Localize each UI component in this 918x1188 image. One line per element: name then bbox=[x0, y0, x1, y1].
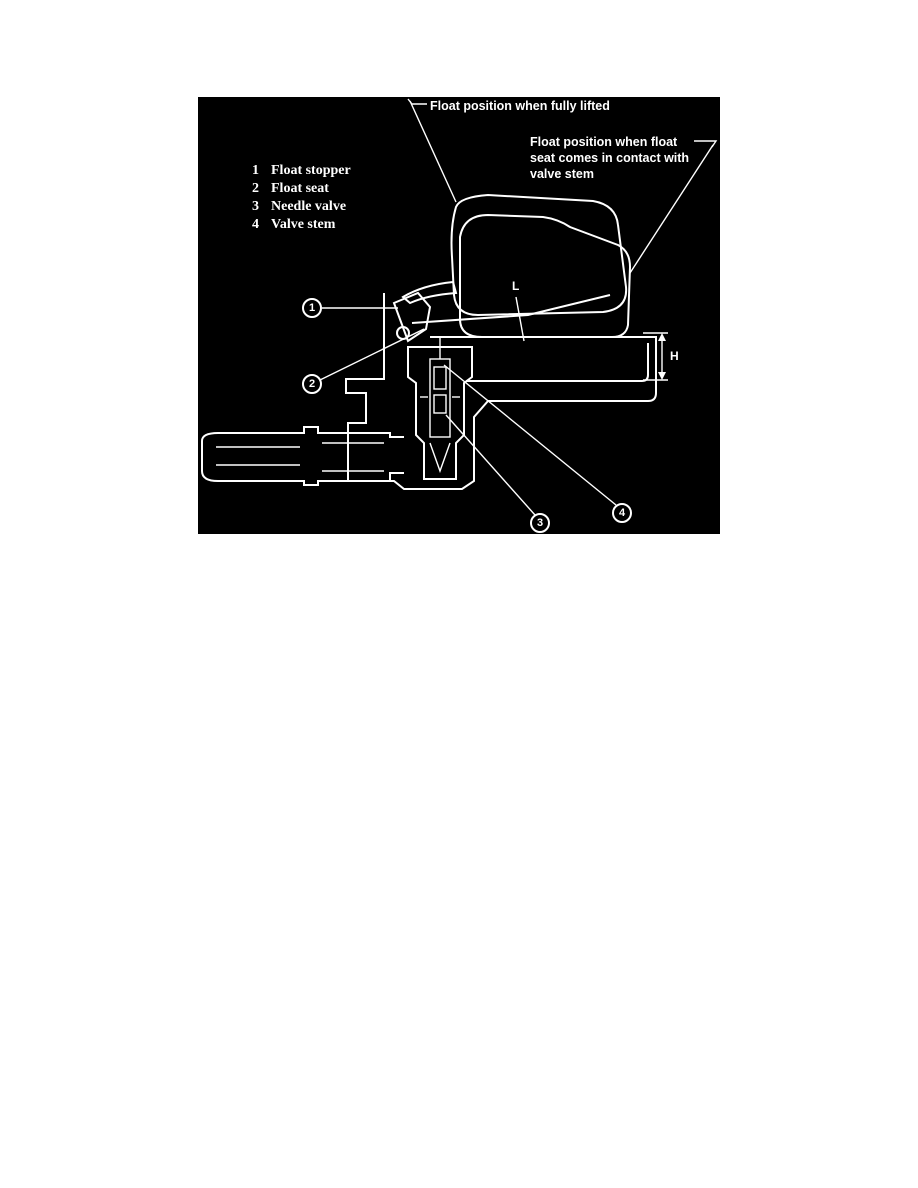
float-diagram bbox=[198, 97, 720, 534]
inlet-pipe bbox=[202, 427, 404, 485]
dimension-l-label: L bbox=[512, 279, 520, 293]
legend-number-1: 1 bbox=[252, 163, 259, 178]
diagram-svg bbox=[198, 97, 720, 534]
float-chamber-inner bbox=[466, 343, 648, 381]
float-stopper-body bbox=[394, 293, 430, 341]
leader-fully-lifted bbox=[410, 101, 456, 202]
dimension-l-line bbox=[516, 297, 524, 341]
legend-label-4: Valve stem bbox=[271, 217, 336, 232]
marker-1-number: 1 bbox=[308, 302, 316, 314]
legend bbox=[252, 163, 351, 232]
legend-label-3: Needle valve bbox=[271, 199, 347, 214]
legend-number-3: 3 bbox=[252, 199, 259, 214]
callout-contact-line1: Float position when float bbox=[530, 135, 678, 149]
callout-fully-lifted: Float position when fully lifted bbox=[430, 99, 610, 113]
needle-valve-assembly bbox=[408, 337, 472, 479]
legend-number-2: 2 bbox=[252, 181, 259, 196]
marker-2-number: 2 bbox=[308, 378, 316, 390]
lever-arm-upper bbox=[403, 282, 456, 303]
callout-contact-line2: seat comes in contact with bbox=[530, 151, 690, 165]
legend-label-1: Float stopper bbox=[271, 163, 351, 178]
marker-3-number: 3 bbox=[536, 517, 544, 529]
lever-arm-lower bbox=[412, 295, 610, 323]
dimension-h-label: H bbox=[670, 349, 679, 363]
legend-label-2: Float seat bbox=[271, 181, 329, 196]
legend-number-4: 4 bbox=[252, 217, 259, 232]
leader-3 bbox=[446, 415, 535, 515]
carburetor-body bbox=[346, 293, 656, 489]
marker-4-number: 4 bbox=[618, 507, 626, 519]
callout-contact-line3: valve stem bbox=[530, 167, 594, 181]
